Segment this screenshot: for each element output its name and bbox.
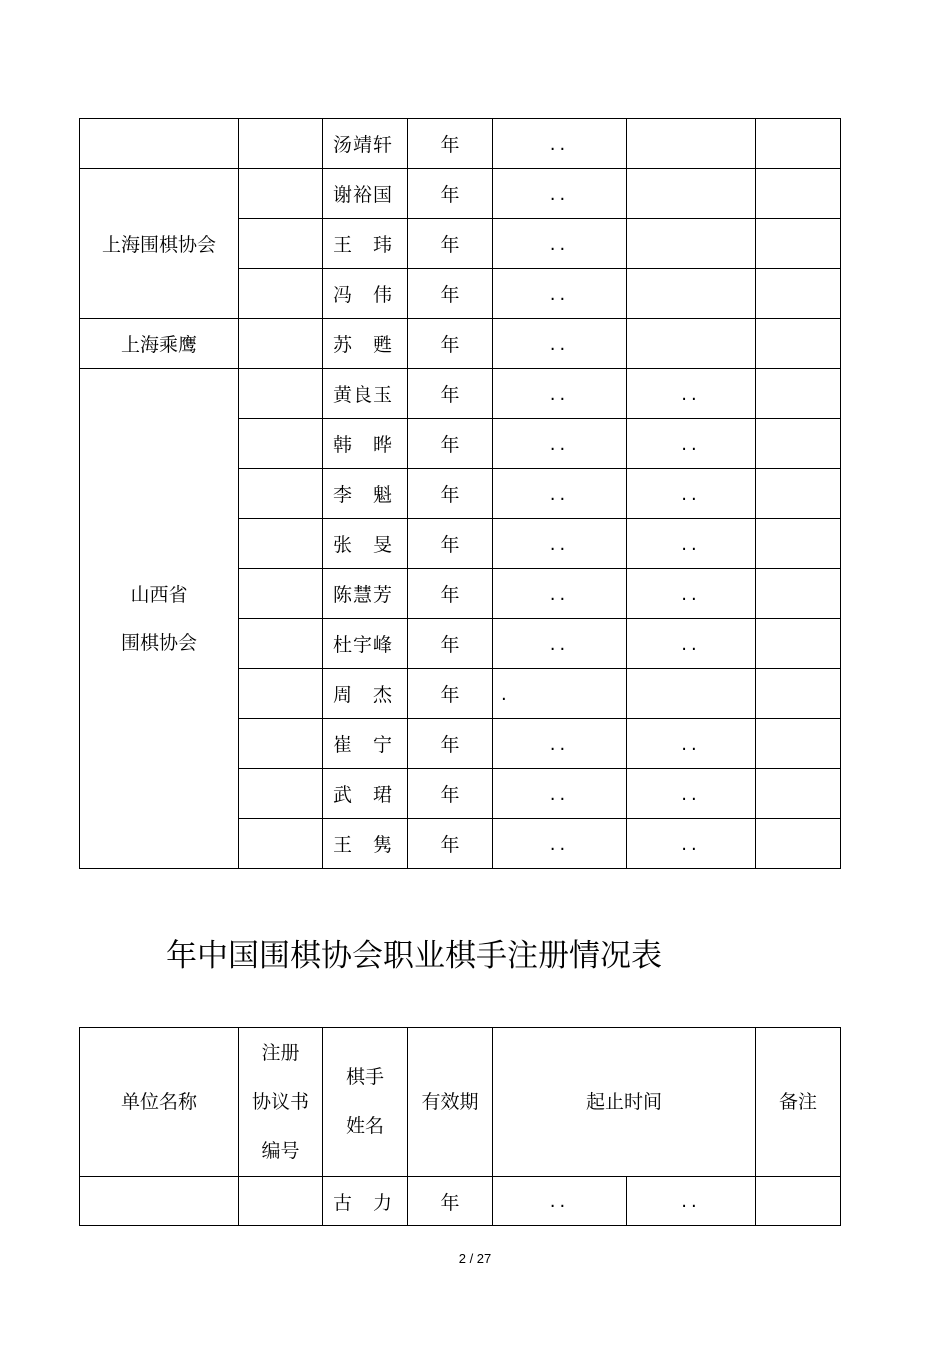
start-date: .. xyxy=(493,319,627,369)
remarks-cell xyxy=(756,169,841,219)
table-row xyxy=(80,319,841,369)
player-name: 王 玮 xyxy=(323,219,408,269)
start-date: . xyxy=(493,669,627,719)
remarks-cell xyxy=(756,719,841,769)
unit-cell xyxy=(80,119,239,169)
player-name: 古 力 xyxy=(323,1177,408,1226)
start-date: .. xyxy=(493,419,627,469)
end-date xyxy=(627,669,756,719)
validity-cell: 年 xyxy=(408,219,493,269)
player-name: 崔 宁 xyxy=(323,719,408,769)
header-player-line: 棋手 xyxy=(345,1066,384,1088)
end-date: .. xyxy=(627,469,756,519)
header-row xyxy=(80,1028,841,1177)
agreement-cell xyxy=(239,1177,323,1226)
player-name: 谢裕国 xyxy=(323,169,408,219)
unit-name-line: 山西省 xyxy=(130,583,188,606)
agreement-cell xyxy=(239,669,323,719)
player-name: 张 旻 xyxy=(323,519,408,569)
start-date: .. xyxy=(493,169,627,219)
validity-cell: 年 xyxy=(408,169,493,219)
page-number: 2 / 27 xyxy=(458,1251,492,1266)
validity-cell: 年 xyxy=(408,369,493,419)
unit-cell: 上海围棋协会 xyxy=(80,169,239,319)
start-date: .. xyxy=(493,369,627,419)
agreement-cell xyxy=(239,319,323,369)
header-player xyxy=(323,1028,408,1177)
end-date: .. xyxy=(627,369,756,419)
agreement-cell xyxy=(239,569,323,619)
end-date: .. xyxy=(627,1177,756,1226)
validity-cell: 年 xyxy=(408,769,493,819)
player-name: 武 珺 xyxy=(323,769,408,819)
remarks-cell xyxy=(756,319,841,369)
header-validity: 有效期 xyxy=(408,1028,493,1177)
end-date xyxy=(627,169,756,219)
end-date xyxy=(627,319,756,369)
player-name: 李 魁 xyxy=(323,469,408,519)
agreement-cell xyxy=(239,819,323,869)
remarks-cell xyxy=(756,819,841,869)
end-date: .. xyxy=(627,419,756,469)
unit-cell: 上海乘鹰 xyxy=(80,319,239,369)
agreement-cell xyxy=(239,719,323,769)
registration-table xyxy=(79,1027,841,1226)
header-agreement-line: 协议书 xyxy=(251,1090,309,1113)
validity-cell: 年 xyxy=(408,269,493,319)
validity-cell: 年 xyxy=(408,519,493,569)
start-date: .. xyxy=(493,119,627,169)
remarks-cell xyxy=(756,619,841,669)
validity-cell: 年 xyxy=(408,719,493,769)
unit-cell xyxy=(80,369,239,869)
header-remarks: 备注 xyxy=(756,1028,841,1177)
start-date: .. xyxy=(493,769,627,819)
player-name: 韩 晔 xyxy=(323,419,408,469)
start-date: .. xyxy=(493,469,627,519)
start-date: .. xyxy=(493,1177,627,1226)
remarks-cell xyxy=(756,119,841,169)
end-date xyxy=(627,119,756,169)
start-date: .. xyxy=(493,569,627,619)
player-name: 黄良玉 xyxy=(323,369,408,419)
end-date: .. xyxy=(627,519,756,569)
validity-cell: 年 xyxy=(408,469,493,519)
header-player-line: 姓名 xyxy=(345,1115,384,1137)
end-date: .. xyxy=(627,769,756,819)
unit-cell xyxy=(80,1177,239,1226)
player-name: 汤靖轩 xyxy=(323,119,408,169)
remarks-cell xyxy=(756,219,841,269)
start-date: .. xyxy=(493,619,627,669)
validity-cell: 年 xyxy=(408,1177,493,1226)
player-name: 苏 甦 xyxy=(323,319,408,369)
validity-cell: 年 xyxy=(408,569,493,619)
agreement-cell xyxy=(239,119,323,169)
remarks-cell xyxy=(756,469,841,519)
remarks-cell xyxy=(756,269,841,319)
start-date: .. xyxy=(493,519,627,569)
validity-cell: 年 xyxy=(408,819,493,869)
validity-cell: 年 xyxy=(408,319,493,369)
end-date: .. xyxy=(627,619,756,669)
agreement-cell xyxy=(239,469,323,519)
start-date: .. xyxy=(493,719,627,769)
validity-cell: 年 xyxy=(408,119,493,169)
table-row xyxy=(80,119,841,169)
validity-cell: 年 xyxy=(408,619,493,669)
player-name: 周 杰 xyxy=(323,669,408,719)
agreement-cell xyxy=(239,519,323,569)
end-date: .. xyxy=(627,719,756,769)
start-date: .. xyxy=(493,269,627,319)
agreement-cell xyxy=(239,419,323,469)
validity-cell: 年 xyxy=(408,419,493,469)
table-row xyxy=(80,369,841,419)
registration-table-continued xyxy=(79,118,841,869)
agreement-cell xyxy=(239,169,323,219)
page-title: 年中国围棋协会职业棋手注册情况表 xyxy=(166,938,662,974)
header-agreement-line: 编号 xyxy=(261,1139,300,1162)
header-agreement-line: 注册 xyxy=(261,1041,300,1064)
start-date: .. xyxy=(493,819,627,869)
start-date: .. xyxy=(493,219,627,269)
player-name: 王 隽 xyxy=(323,819,408,869)
agreement-cell xyxy=(239,619,323,669)
player-name: 杜宇峰 xyxy=(323,619,408,669)
remarks-cell xyxy=(756,419,841,469)
validity-cell: 年 xyxy=(408,669,493,719)
remarks-cell xyxy=(756,519,841,569)
unit-name-line: 围棋协会 xyxy=(120,631,197,654)
end-date xyxy=(627,219,756,269)
player-name: 冯 伟 xyxy=(323,269,408,319)
end-date xyxy=(627,269,756,319)
header-period: 起止时间 xyxy=(493,1028,756,1177)
agreement-cell xyxy=(239,269,323,319)
remarks-cell xyxy=(756,569,841,619)
header-unit: 单位名称 xyxy=(80,1028,239,1177)
agreement-cell xyxy=(239,369,323,419)
remarks-cell xyxy=(756,669,841,719)
player-name: 陈慧芳 xyxy=(323,569,408,619)
end-date: .. xyxy=(627,819,756,869)
agreement-cell xyxy=(239,219,323,269)
remarks-cell xyxy=(756,769,841,819)
table-row xyxy=(80,169,841,219)
table-row xyxy=(80,1177,841,1226)
end-date: .. xyxy=(627,569,756,619)
header-agreement xyxy=(239,1028,323,1177)
remarks-cell xyxy=(756,1177,841,1226)
remarks-cell xyxy=(756,369,841,419)
agreement-cell xyxy=(239,769,323,819)
